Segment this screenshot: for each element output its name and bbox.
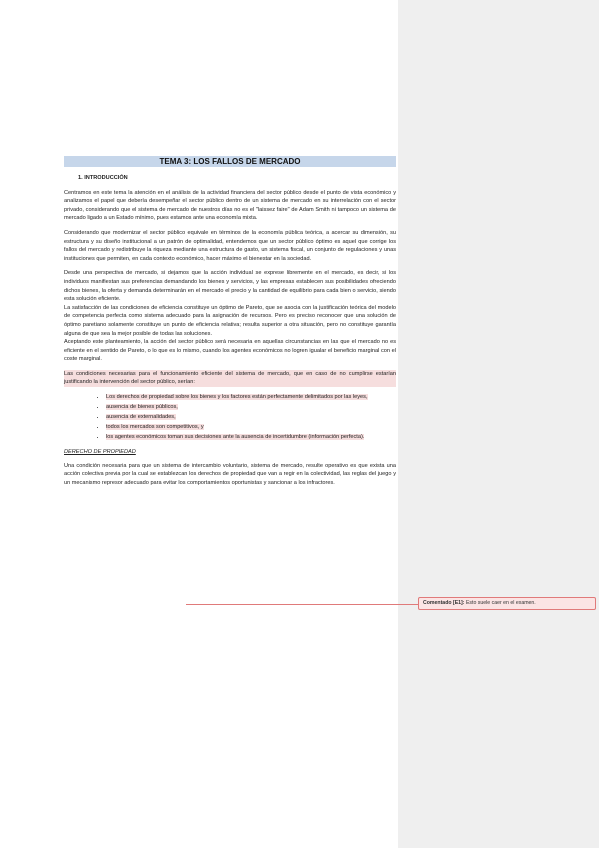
list-item: • Los derechos de propiedad sobre los bienes y los factores están perfectamente delimitados por las leyes, bbox=[106, 393, 396, 402]
section-heading: 1. INTRODUCCIÓN bbox=[78, 175, 128, 181]
paragraph-6-highlighted: Las condiciones necesarias para el funcionamiento eficiente del sistema de mercado, que en caso de no cumplirse estarían justificando la intervención del sector público, serían: bbox=[64, 370, 396, 386]
conditions-list bbox=[64, 393, 396, 442]
comment-label: Comentado [E1]: bbox=[423, 600, 465, 606]
paragraph-2: Considerando que modernizar el sector público equivale en términos de la economía pública teórica, a acercar su dimensión, su estructura y su diseño institucional a un patrón de optimalidad, entendemos que un sector público óptimo es aquel que corrige los fallos del mercado y redistribuye la riqueza mediante una estructura de gasto, un sistema fiscal, un conjunto de regulaciones y unas instituciones que permiten, en cada contexto económico, hacer máximo el bienestar en la sociedad. bbox=[64, 229, 396, 262]
comment-connector-line bbox=[186, 604, 418, 605]
paragraph-1: Centramos en este tema la atención en el análisis de la actividad financiera del sector público desde el punto de vista económico y analizamos el papel que debería desempeñar el sector público dentro de un sistema de mercado en su interrelación con el sector privado, considerando que el sistema de mercado de nuestros días no es el "laissez faire" de Adam Smith ni tampoco un sistema de mercado ligado a un Estado mínimo, pues estamos ante una economía mixta. bbox=[64, 189, 396, 222]
comment-balloon[interactable] bbox=[418, 597, 596, 610]
list-item: • ausencia de bienes públicos, bbox=[106, 403, 396, 412]
paragraph-7: Una condición necesaria para que un sistema de intercambio voluntario, sistema de mercado, resulte operativo es que exista una acción colectiva previa por la cual se establezcan los derechos de propiedad que van a regir en la colectividad, las reglas del juego y un mecanismo represor adecuado para evitar los comportamientos oportunistas y sancionar a los infractores. bbox=[64, 462, 396, 486]
document-body bbox=[64, 156, 396, 493]
list-item: • todos los mercados son competitivos, y bbox=[106, 423, 396, 432]
document-title: TEMA 3: LOS FALLOS DE MERCADO bbox=[64, 156, 396, 167]
paragraph-3: Desde una perspectiva de mercado, si dejamos que la acción individual se exprese libremente en el mercado, es decir, si los individuos manifiestan sus preferencias demandando los bienes y servicios, y las empresas establecen sus posibilidades ofreciendo dichos bienes, la oferta y demanda determinarán en el mercado el precio y la cantidad de equilibrio para cada bien o servicio, siendo esta solución eficiente. bbox=[64, 270, 396, 303]
comments-margin-pane bbox=[398, 0, 599, 848]
list-item: • los agentes económicos toman sus decisiones ante la ausencia de incertidumbre (información perfecta). bbox=[106, 433, 396, 442]
comment-text: Esto suele caer en el examen. bbox=[465, 600, 536, 606]
list-item: • ausencia de externalidades, bbox=[106, 413, 396, 422]
paragraph-5: Aceptando este planteamiento, la acción del sector público será necesaria en aquellas circunstancias en las que el mercado no es eficiente en el sentido de Pareto, o lo que es lo mismo, cuando los agentes económicos no logren igualar el beneficio marginal con el coste marginal. bbox=[64, 339, 396, 363]
paragraph-4: La satisfacción de las condiciones de eficiencia constituye un óptimo de Pareto, que se asocia con la justificación teórica del modelo de competencia perfecta como sistema adecuado para la asignación de recursos. Pero es preciso reconocer que una solución de óptimo paretiano solamente constituye un punto de eficiencia relativa; resulta superior a otra situación, pero no constituye garantía alguna de que sea la mejor posible de todas las soluciones. bbox=[64, 304, 396, 337]
subheading-derecho-propiedad: DERECHO DE PROPIEDAD bbox=[64, 449, 136, 456]
